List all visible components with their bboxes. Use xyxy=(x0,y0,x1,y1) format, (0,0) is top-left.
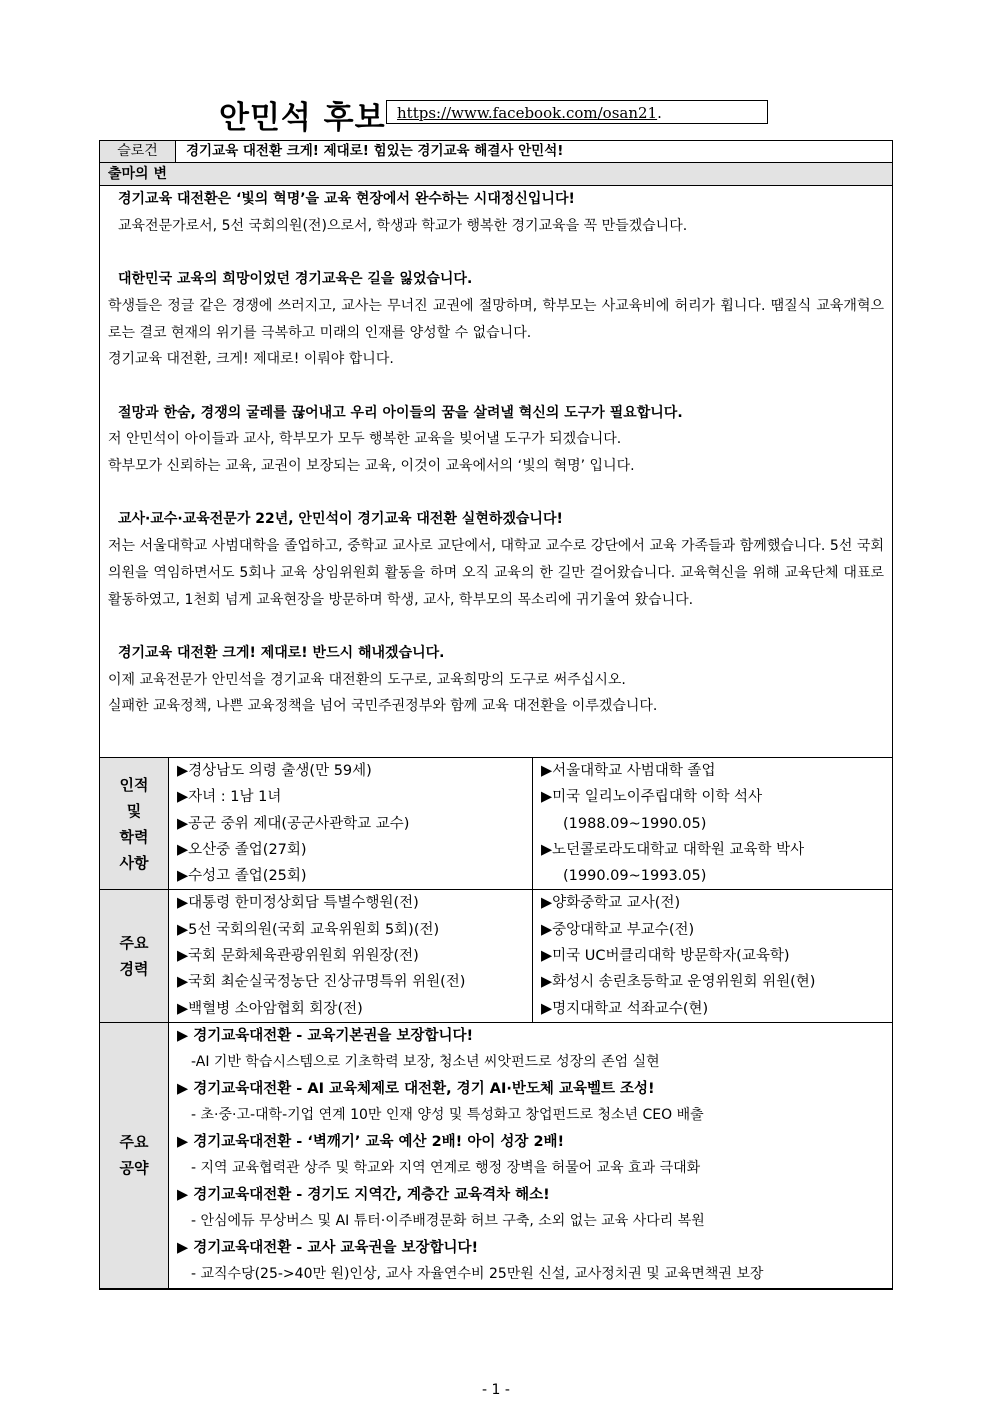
slogan-label: 슬로건 xyxy=(100,141,176,162)
speech-line: 저는 서울대학교 사범대학을 졸업하고, 중학교 교사로 교단에서, 대학교 교수로 강단에서 교육 가족들과 함께했습니다. 5선 국회의원을 역임하면서도 5회나 교육 상임위원회 활동을 하며 오직 교육의 한 길만 걸어왔습니다. 교육혁신을 위해 교육단체 대표로 활동하였고, 1천회 넘게 교육현장을 방문하며 학생, 교사, 학부모의 목소리에 귀기울여 왔습니다. xyxy=(108,538,884,608)
profile-item: ▶미국 일리노이주립대학 이학 석사 xyxy=(541,789,763,806)
speech-line: 이제 교육전문가 안민석을 경기교육 대전환의 도구로, 교육희망의 도구로 써주십시오. xyxy=(108,671,626,688)
pledge-detail: - 초·중·고-대학-기업 연계 10만 인재 양성 및 특성화고 창업펀드로 청소년 CEO 배출 xyxy=(191,1107,704,1124)
career-right xyxy=(533,890,893,1022)
pledge-heading: ▶ 경기교육대전환 - ‘벽깨기’ 교육 예산 2배! 아이 성장 2배! xyxy=(177,1133,565,1150)
career-label: 주요 경력 xyxy=(100,890,169,1022)
pledge-row xyxy=(100,1022,892,1288)
profile-item: ▶서울대학교 사범대학 졸업 xyxy=(541,763,716,779)
profile-item: ▶오산중 졸업(27회) xyxy=(177,841,307,858)
speech-line: 학생들은 정글 같은 경쟁에 쓰러지고, 교사는 무너진 교권에 절망하며, 학부모는 사교육비에 허리가 휩니다. 땜질식 교육개혁으로는 결코 현재의 위기를 극복하고 미래의 인재를 양성할 수 없습니다. xyxy=(108,297,884,341)
profile-item: ▶공군 중위 제대(공군사관학교 교수) xyxy=(177,815,410,832)
pledge-heading: ▶ 경기교육대전환 - 교육기본권을 보장합니다! xyxy=(177,1027,474,1044)
profile-item: ▶자녀 : 1남 1녀 xyxy=(177,789,282,806)
career-item: ▶국회 최순실국정농단 진상규명특위 위원(전) xyxy=(177,974,466,991)
url-box xyxy=(386,100,768,124)
pledge-detail: - 교직수당(25->40만 원)인상, 교사 자율연수비 25만원 신설, 교사정치권 및 교육면책권 보장 xyxy=(191,1266,764,1283)
profile-item: ▶노던콜로라도대학교 대학원 교육학 박사 xyxy=(541,841,805,858)
pledge-detail: - 지역 교육협력관 상주 및 학교와 지역 연계로 행정 장벽을 허물어 교육 효과 극대화 xyxy=(191,1160,701,1177)
career-item: ▶5선 국회의원(국회 교육위원회 5회)(전) xyxy=(177,921,440,938)
pledge-detail: - 안심에듀 무상버스 및 AI 튜터·이주배경문화 허브 구축, 소외 없는 교육 사다리 복원 xyxy=(191,1213,705,1230)
candidate-title: 안민석 후보 xyxy=(219,100,386,136)
info-table xyxy=(100,758,892,1289)
profile-item: (1988.09~1990.05) xyxy=(563,815,707,832)
profile-item: ▶수성고 졸업(25회) xyxy=(177,868,307,885)
candidate-document xyxy=(99,140,893,1290)
speech-heading: 절망과 한숨, 경쟁의 굴레를 끊어내고 우리 아이들의 꿈을 살려낼 혁신의 도구가 필요합니다. xyxy=(118,404,683,421)
profile-item: ▶경상남도 의령 출생(만 59세) xyxy=(177,763,372,779)
career-row xyxy=(100,890,892,1022)
pledge-label: 주요 공약 xyxy=(100,1022,169,1288)
career-item: ▶미국 UC버클리대학 방문학자(교육학) xyxy=(541,948,790,965)
speech-heading: 대한민국 교육의 희망이었던 경기교육은 길을 잃었습니다. xyxy=(118,271,473,288)
profile-left xyxy=(169,758,533,890)
speech-body xyxy=(100,186,892,758)
career-item: ▶국회 문화체육관광위원회 위원장(전) xyxy=(177,948,419,965)
career-item: ▶양화중학교 교사(전) xyxy=(541,895,681,912)
career-item: ▶화성시 송린초등학교 운영위원회 위원(현) xyxy=(541,974,816,991)
speech-label: 출마의 변 xyxy=(100,163,892,186)
pledge-heading: ▶ 경기교육대전환 - AI 교육체제로 대전환, 경기 AI·반도체 교육벨트 조성! xyxy=(177,1080,655,1097)
career-left xyxy=(169,890,533,1022)
speech-line: 교육전문가로서, 5선 국회의원(전)으로서, 학생과 학교가 행복한 경기교육을 꼭 만들겠습니다. xyxy=(118,217,688,234)
profile-label: 인적 및 학력 사항 xyxy=(100,758,169,890)
pledge-list xyxy=(169,1022,893,1288)
pledge-detail: -AI 기반 학습시스템으로 기초학력 보장, 청소년 씨앗펀드로 성장의 존엄 실현 xyxy=(191,1054,660,1071)
career-item: ▶명지대학교 석좌교수(현) xyxy=(541,1000,709,1017)
profile-row xyxy=(100,758,892,890)
speech-line: 학부모가 신뢰하는 교육, 교권이 보장되는 교육, 이것이 교육에서의 ‘빛의 혁명’ 입니다. xyxy=(108,458,635,474)
profile-right xyxy=(533,758,893,890)
url-suffix: . xyxy=(657,104,662,122)
pledge-heading: ▶ 경기교육대전환 - 경기도 지역간, 계층간 교육격차 해소! xyxy=(177,1186,550,1203)
career-item: ▶중앙대학교 부교수(전) xyxy=(541,921,695,938)
speech-line: 경기교육 대전환, 크게! 제대로! 이뤄야 합니다. xyxy=(108,351,394,368)
speech-line: 저 안민석이 아이들과 교사, 학부모가 모두 행복한 교육을 빚어낼 도구가 되겠습니다. xyxy=(108,431,622,448)
speech-heading: 경기교육 대전환은 ‘빛의 혁명’을 교육 현장에서 완수하는 시대정신입니다! xyxy=(118,191,575,207)
career-item: ▶백혈병 소아암협회 회장(전) xyxy=(177,1000,363,1017)
page-number: - 1 - xyxy=(482,1382,510,1398)
speech-heading: 경기교육 대전환 크게! 제대로! 반드시 해내겠습니다. xyxy=(118,644,445,661)
facebook-link[interactable]: https://www.facebook.com/osan21 xyxy=(397,104,658,122)
pledge-heading: ▶ 경기교육대전환 - 교사 교육권을 보장합니다! xyxy=(177,1239,479,1256)
speech-heading: 교사·교수·교육전문가 22년, 안민석이 경기교육 대전환 실현하겠습니다! xyxy=(118,511,563,528)
slogan-row xyxy=(100,141,892,163)
career-item: ▶대통령 한미정상회담 특별수행원(전) xyxy=(177,895,419,912)
profile-item: (1990.09~1993.05) xyxy=(563,868,707,885)
speech-line: 실패한 교육정책, 나쁜 교육정책을 넘어 국민주권정부와 함께 교육 대전환을 이루겠습니다. xyxy=(108,698,658,715)
slogan-text: 경기교육 대전환 크게! 제대로! 힘있는 경기교육 해결사 안민석! xyxy=(186,143,564,159)
